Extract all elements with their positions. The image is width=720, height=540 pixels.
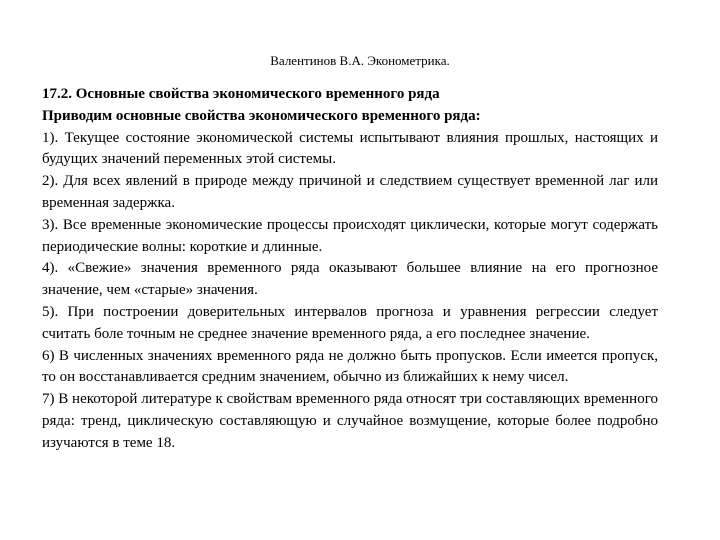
property-item-4: 4). «Свежие» значения временного ряда оказывают большее влияние на его прогнозное значение, чем «старые» значения. bbox=[42, 260, 658, 299]
property-item-5: 5). При построении доверительных интервалов прогноза и уравнения регрессии следует считать боле точным не среднее значение временного ряда, а его последнее значение. bbox=[42, 303, 658, 342]
property-item-6: 6) В численных значениях временного ряда не должно быть пропусков. Если имеется пропуск, то он восстанавливается средним значением, обычно из ближайших к нему чисел. bbox=[42, 347, 658, 386]
page-header: Валентинов В.А. Эконометрика. bbox=[270, 53, 450, 68]
intro-heading: Приводим основные свойства экономического временного ряда: bbox=[42, 107, 481, 124]
section-title: 17.2. Основные свойства экономического временного ряда bbox=[42, 86, 440, 102]
property-item-7: 7) В некоторой литературе к свойствам временного ряда относят три составляющих временного ряда: тренд, циклическую составляющую и случайное возмущение, которые более подробно изучаются в теме 18. bbox=[42, 391, 658, 451]
property-item-3: 3). Все временные экономические процессы происходят циклически, которые могут содержать периодические волны: короткие и длинные. bbox=[42, 216, 658, 255]
document-body bbox=[42, 84, 658, 455]
property-item-1: 1). Текущее состояние экономической системы испытывают влияния прошлых, настоящих и будущих значений переменных этой системы. bbox=[42, 129, 658, 168]
property-item-2: 2). Для всех явлений в природе между причиной и следствием существует временной лаг или временная задержка. bbox=[42, 173, 658, 211]
